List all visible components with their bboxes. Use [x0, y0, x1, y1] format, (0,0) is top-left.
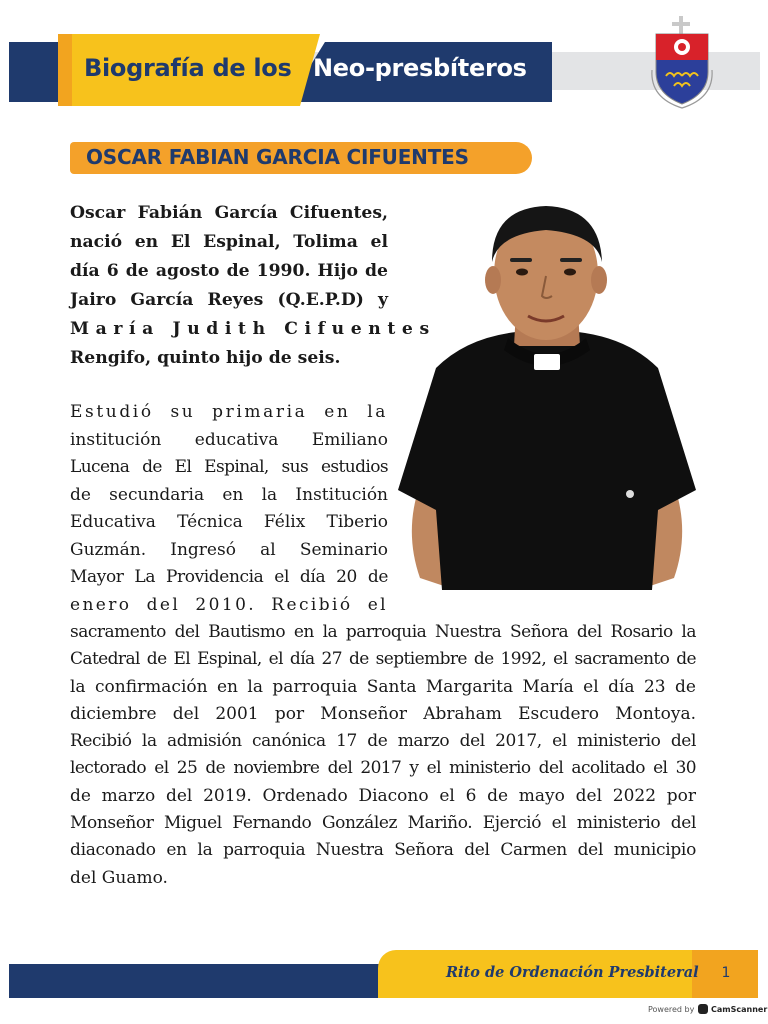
body-line: Monseñor Miguel Fernando González Mariño. Ejerció el ministerio del [70, 813, 696, 834]
body-line: Lucena de El Espinal, sus estudios [70, 457, 388, 477]
body-line: enero del 2010. Recibió el [70, 594, 388, 615]
intro-line: María Judith Cifuentes [70, 319, 436, 339]
body-line: institución educativa Emiliano [70, 429, 388, 450]
body-line: Estudió su primaria en la [70, 402, 388, 422]
body-line: sacramento del Bautismo en la parroquia Nuestra Señora del Rosario la [70, 622, 696, 642]
intro-line: Jairo García Reyes (Q.E.P.D) y [70, 290, 388, 310]
page-number: 1 [721, 965, 731, 981]
intro-paragraph [70, 199, 436, 373]
header-title-part2: Neo-presbíteros [313, 54, 527, 82]
body-line: lectorado el 25 de noviembre del 2017 y el ministerio del acolitado el 30 [70, 758, 696, 779]
intro-line: Oscar Fabián García Cifuentes, [70, 203, 388, 223]
camscanner-brand: CamScanner [711, 1005, 768, 1014]
body-line: diaconado en la parroquia Nuestra Señora del Carmen del municipio [70, 840, 696, 861]
body-line: Guzmán. Ingresó al Seminario [70, 539, 388, 560]
intro-line: Rengifo, quinto hijo de seis. [70, 348, 341, 368]
body-line: Catedral de El Espinal, el día 27 de septiembre de 1992, el sacramento de [70, 649, 696, 670]
body-paragraph-narrow [70, 399, 388, 619]
footer-navy-band [9, 964, 381, 998]
body-line: de secundaria en la Institución [70, 484, 388, 505]
camscanner-icon [698, 1004, 708, 1014]
body-line: Educativa Técnica Félix Tiberio [70, 512, 388, 532]
body-line: la confirmación en la parroquia Santa Margarita María el día 23 de [70, 676, 696, 697]
body-line: del Guamo. [70, 867, 168, 888]
body-line: diciembre del 2001 por Monseñor Abraham Escudero Montoya. [70, 703, 696, 724]
body-line: Mayor La Providencia el día 20 de [70, 567, 388, 587]
body-paragraph-wide [70, 619, 696, 892]
intro-line: día 6 de agosto de 1990. Hijo de [70, 261, 388, 281]
body-line: Recibió la admisión canónica 17 de marzo del 2017, el ministerio del [70, 731, 696, 752]
footer-label: Rito de Ordenación Presbiteral [446, 964, 699, 981]
powered-by-text: Powered by [648, 1005, 695, 1014]
header-title-part1: Biografía de los [84, 54, 292, 82]
portrait-photo [396, 198, 698, 590]
header-orange-strip [58, 34, 72, 106]
person-name: OSCAR FABIAN GARCIA CIFUENTES [86, 145, 469, 169]
diocese-coat-of-arms-icon [648, 14, 716, 112]
header-navy-left-block [9, 42, 61, 102]
body-line: de marzo del 2019. Ordenado Diacono el 6 de mayo del 2022 por [70, 785, 696, 806]
intro-line: nació en El Espinal, Tolima el [70, 232, 388, 252]
